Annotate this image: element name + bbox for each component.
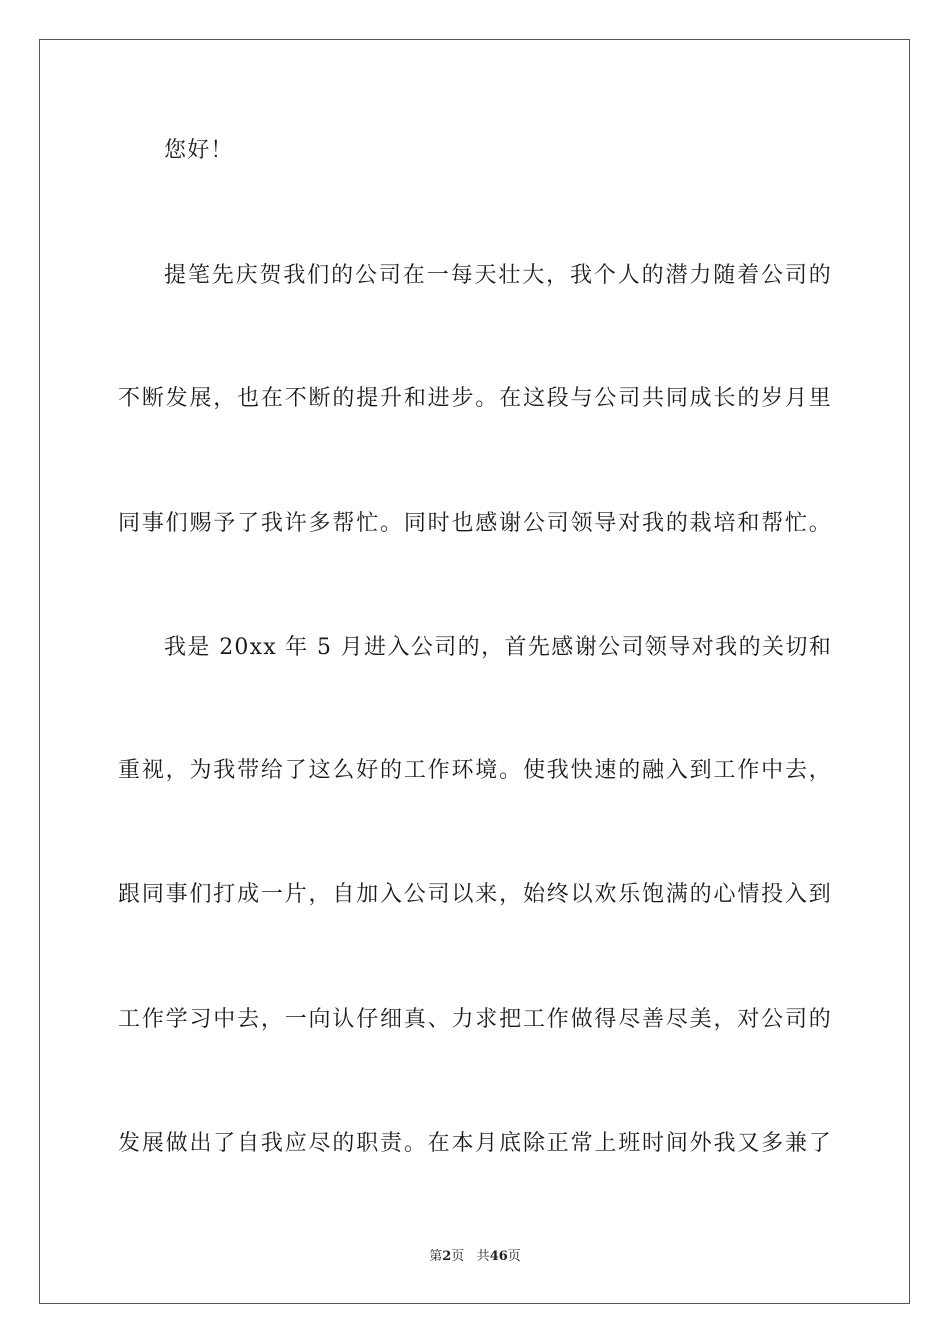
body-line-4: 我是 20xx 年 5 月进入公司的，首先感谢公司领导对我的关切和	[164, 635, 832, 660]
total-suffix: 页	[507, 1249, 521, 1264]
page-frame	[39, 39, 910, 1304]
page-footer	[0, 1248, 950, 1266]
body-line-3: 同事们赐予了我许多帮忙。同时也感谢公司领导对我的栽培和帮忙。	[118, 511, 832, 536]
page-suffix: 页	[451, 1249, 465, 1264]
total-pages: 46	[489, 1249, 508, 1264]
body-line-6: 跟同事们打成一片，自加入公司以来，始终以欢乐饱满的心情投入到	[118, 882, 832, 907]
body-line-2: 不断发展，也在不断的提升和进步。在这段与公司共同成长的岁月里	[118, 386, 832, 411]
total-prefix: 共	[476, 1249, 490, 1264]
page-number: 2	[442, 1249, 452, 1264]
greeting-line: 您好！	[164, 138, 234, 163]
page-prefix: 第	[429, 1249, 443, 1264]
body-line-8: 发展做出了自我应尽的职责。在本月底除正常上班时间外我又多兼了	[118, 1131, 832, 1156]
body-line-1: 提笔先庆贺我们的公司在一每天壮大，我个人的潜力随着公司的	[164, 263, 832, 288]
body-line-7: 工作学习中去，一向认仔细真、力求把工作做得尽善尽美，对公司的	[118, 1007, 832, 1032]
body-line-5: 重视，为我带给了这么好的工作环境。使我快速的融入到工作中去，	[118, 758, 832, 783]
